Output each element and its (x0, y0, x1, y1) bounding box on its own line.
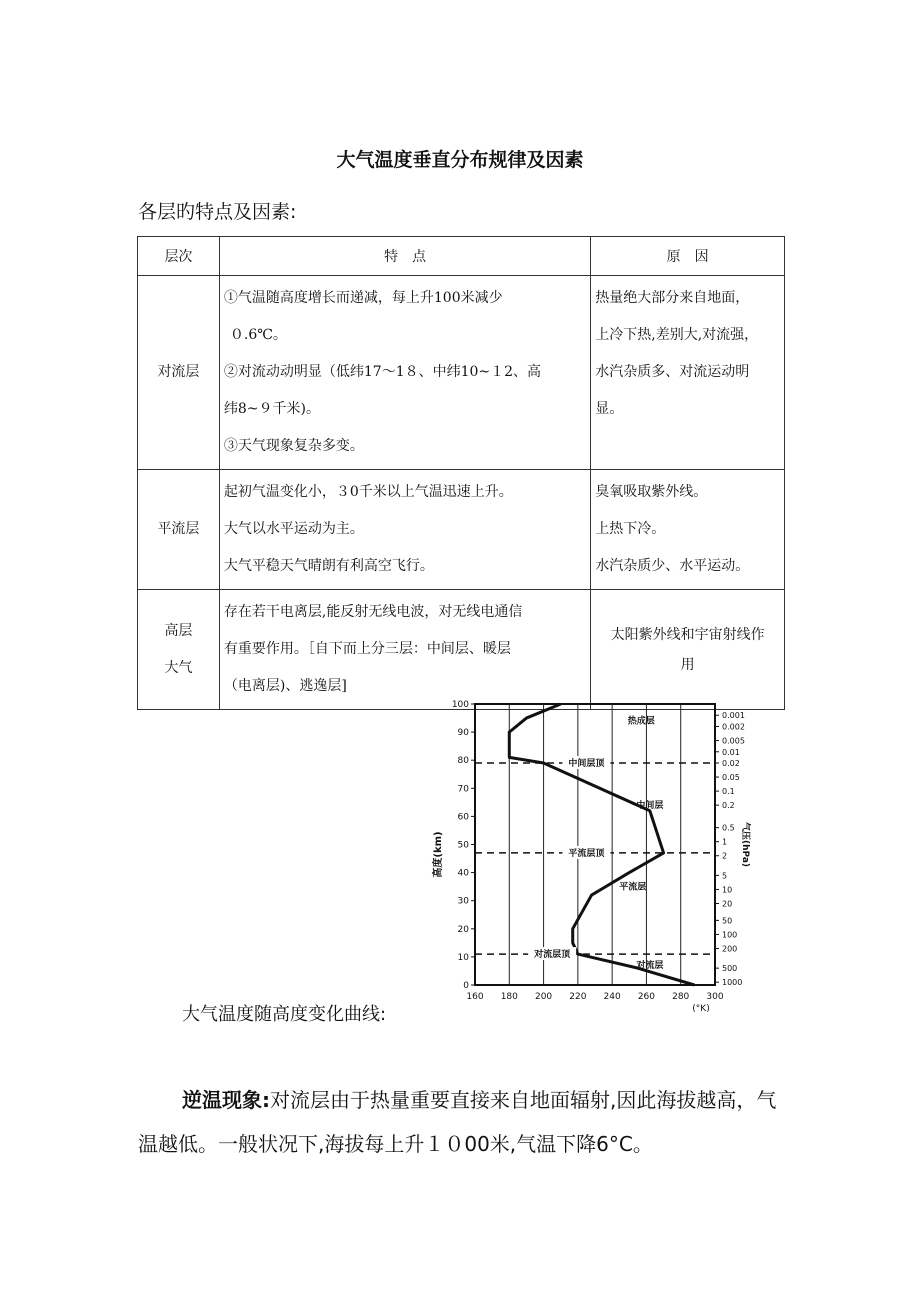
y-tick-label: 100 (451, 700, 469, 710)
features-cell (219, 276, 590, 470)
feature-line: ③天气现象复杂多变。 (223, 438, 364, 454)
x-axis-label: (°K) (692, 1004, 710, 1014)
x-tick-label: 280 (672, 992, 690, 1002)
pressure-tick-label: 0.002 (722, 722, 745, 732)
y-tick-label: 30 (457, 896, 469, 907)
reason-line: 水汽杂质多、对流运动明 (595, 364, 750, 380)
layer-name: 对流层 (157, 364, 200, 380)
y-tick-label: 10 (457, 952, 469, 963)
feature-line: 纬8~９千米)。 (223, 401, 320, 417)
reasons-cell (591, 276, 785, 470)
paragraph-term: 逆温现象: (182, 1088, 270, 1112)
pressure-tick-label: 0.001 (722, 711, 745, 721)
y-tick-label: 80 (457, 756, 469, 767)
temperature-altitude-chart (418, 690, 748, 1020)
boundary-label: 中间层顶 (568, 759, 605, 770)
feature-line: 起初气温变化小，３0千米以上气温迅速上升。 (223, 484, 513, 500)
inversion-paragraph (138, 1078, 783, 1166)
y-tick-label: 20 (457, 924, 469, 935)
layers-table (137, 236, 785, 710)
x-tick-label: 180 (500, 992, 518, 1002)
table-row (138, 276, 785, 470)
feature-line: 大气平稳天气晴朗有利高空飞行。 (223, 558, 434, 574)
chart-svg (418, 690, 748, 1020)
layer-name: 高层 (164, 622, 193, 639)
y-tick-label: 60 (457, 812, 469, 823)
temperature-curve (509, 704, 694, 985)
pressure-tick-label: 50 (722, 916, 733, 926)
features-cell (219, 470, 590, 590)
reason-line: 水汽杂质少、水平运动。 (595, 558, 750, 574)
page-title: 大气温度垂直分布规律及因素 (336, 149, 584, 171)
x-tick-label: 200 (534, 992, 553, 1002)
layer-label: 中间层 (636, 800, 664, 811)
pressure-tick-label: 500 (722, 964, 738, 974)
pressure-tick-label: 0.2 (722, 801, 735, 811)
header-layer: 层次 (138, 237, 220, 276)
pressure-tick-label: 200 (722, 944, 738, 954)
right-axis-label: 气压(hPa) (740, 821, 750, 868)
feature-line: 有重要作用。［自下而上分三层：中间层、暖层 (223, 641, 511, 657)
feature-line: 大气以水平运动为主。 (223, 521, 364, 537)
y-axis-label: 高度(km) (433, 831, 444, 878)
x-tick-label: 300 (706, 992, 724, 1002)
pressure-tick-label: 1 (722, 837, 728, 847)
layer-name-cell (138, 276, 220, 470)
paragraph-text: 对流层由于热量重要直接来自地面辐射,因此海拔越高，气温越低。一般状况下,海拔每上升１０00米,气温下降6°C。 (138, 1088, 777, 1156)
reasons-cell (591, 470, 785, 590)
layer-name-cell (138, 470, 220, 590)
boundary-label: 对流层顶 (534, 950, 571, 961)
feature-line: ②对流动动明显（低纬17～1８、中纬10~１2、高 (223, 364, 542, 380)
x-tick-label: 240 (603, 992, 621, 1002)
layer-name: 平流层 (157, 521, 200, 537)
plot-frame (475, 704, 715, 985)
layer-label: 对流层 (636, 961, 664, 972)
reason-line: 上热下冷。 (595, 521, 666, 537)
layer-label: 平流层 (619, 882, 647, 893)
y-tick-label: 0 (463, 981, 469, 991)
reason-line: 显。 (595, 401, 624, 417)
header-features: 特 点 (219, 237, 590, 276)
pressure-tick-label: 1000 (722, 978, 743, 988)
reason-line: 热量绝大部分来自地面， (595, 290, 750, 306)
feature-line: ０.6℃。 (229, 327, 287, 343)
pressure-tick-label: 0.02 (722, 759, 740, 769)
pressure-tick-label: 20 (722, 899, 733, 909)
pressure-tick-label: 0.05 (722, 773, 740, 783)
x-tick-label: 220 (569, 992, 587, 1002)
pressure-tick-label: 0.1 (722, 787, 735, 797)
pressure-tick-label: 0.005 (722, 736, 745, 746)
x-tick-label: 160 (466, 992, 484, 1002)
layer-label: 热成层 (627, 716, 655, 727)
pressure-tick-label: 0.5 (722, 823, 735, 833)
pressure-tick-label: 100 (722, 930, 738, 940)
layer-name-cell (138, 590, 220, 710)
reason-line: 上冷下热,差别大,对流强， (595, 327, 759, 343)
section-heading: 各层旳特点及因素: (138, 201, 297, 223)
feature-line: 存在若干电离层,能反射无线电波，对无线电通信 (223, 604, 523, 620)
y-tick-label: 50 (457, 840, 469, 851)
feature-line: ①气温随高度增长而递减，每上升100米减少 (223, 290, 503, 306)
pressure-tick-label: 5 (722, 871, 728, 881)
table-header-row (138, 237, 785, 276)
chart-caption: 大气温度随高度变化曲线: (182, 1004, 387, 1025)
y-tick-label: 70 (457, 784, 469, 795)
y-tick-label: 40 (457, 868, 469, 879)
table-row (138, 470, 785, 590)
reason-line: 臭氧吸取紫外线。 (595, 484, 708, 500)
pressure-tick-label: 10 (722, 885, 733, 895)
y-tick-label: 90 (457, 728, 469, 739)
layer-name: 大气 (164, 659, 193, 676)
reason-line: 用 (680, 656, 695, 673)
x-tick-label: 260 (637, 992, 656, 1002)
pressure-tick-label: 0.01 (722, 747, 740, 757)
feature-line: （电离层)、逃逸层] (223, 678, 347, 694)
pressure-tick-label: 2 (722, 851, 728, 861)
reason-line: 太阳紫外线和宇宙射线作 (610, 626, 765, 643)
boundary-label: 平流层顶 (568, 848, 605, 859)
header-reasons: 原 因 (591, 237, 785, 276)
